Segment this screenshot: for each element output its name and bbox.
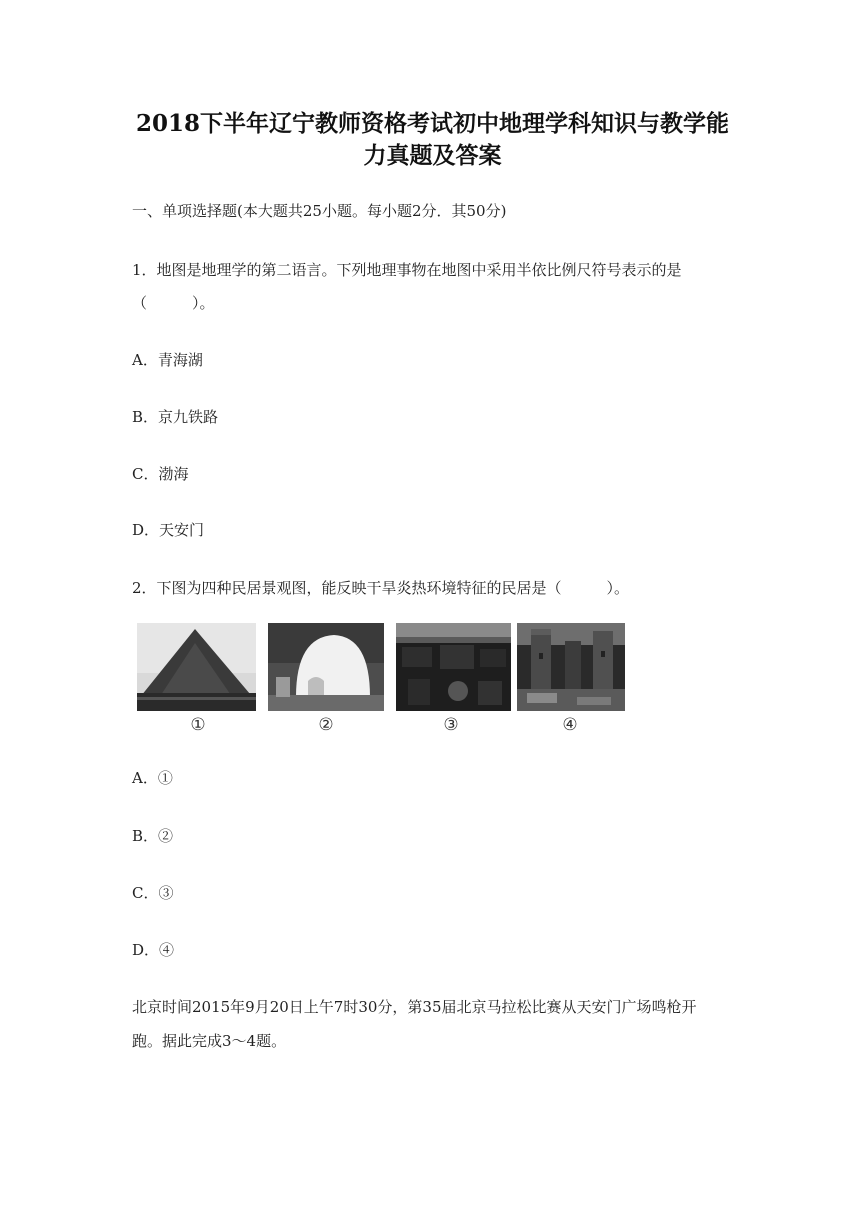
- question-1-option-b: B．京九铁路: [132, 408, 219, 426]
- photo-label-2: ②: [318, 715, 334, 735]
- dwelling-photos-figure: [137, 623, 629, 738]
- dwelling-photo-2: [268, 623, 384, 711]
- photo-label-4: ④: [562, 715, 578, 735]
- passage-line-1: 北京时间2015年9月20日上午7时30分，第35届北京马拉松比赛从天安门广场鸣枪开: [132, 998, 697, 1016]
- question-1-option-c: C．渤海: [132, 465, 189, 483]
- question-2-option-b: B．②: [132, 827, 174, 845]
- section-heading: 一、单项选择题(本大题共25小题。每小题2分．其50分): [132, 202, 507, 220]
- dwelling-photo-1: [137, 623, 256, 711]
- dwelling-photo-3: [396, 623, 511, 711]
- passage-line-2: 跑。据此完成3～4题。: [132, 1032, 287, 1050]
- document-title-line-2: 力真题及答案: [363, 142, 502, 169]
- photo-label-1: ①: [190, 715, 206, 735]
- question-1-option-a: A．青海湖: [132, 351, 203, 369]
- question-1-stem-line-2: （ ）。: [132, 294, 215, 312]
- question-2-option-a: A．①: [132, 769, 173, 787]
- photo-label-3: ③: [443, 715, 459, 735]
- document-title-line-1: 2018下半年辽宁教师资格考试初中地理学科知识与教学能: [135, 110, 729, 137]
- question-2-option-d: D．④: [132, 941, 175, 959]
- question-1-stem-line-1: 1．地图是地理学的第二语言。下列地理事物在地图中采用半依比例尺符号表示的是: [132, 261, 682, 279]
- question-2-option-c: C．③: [132, 884, 174, 902]
- question-2-stem: 2．下图为四种民居景观图，能反映干旱炎热环境特征的民居是（ ）。: [132, 579, 630, 597]
- dwelling-photo-4: [517, 623, 625, 711]
- question-1-option-d: D．天安门: [132, 521, 205, 539]
